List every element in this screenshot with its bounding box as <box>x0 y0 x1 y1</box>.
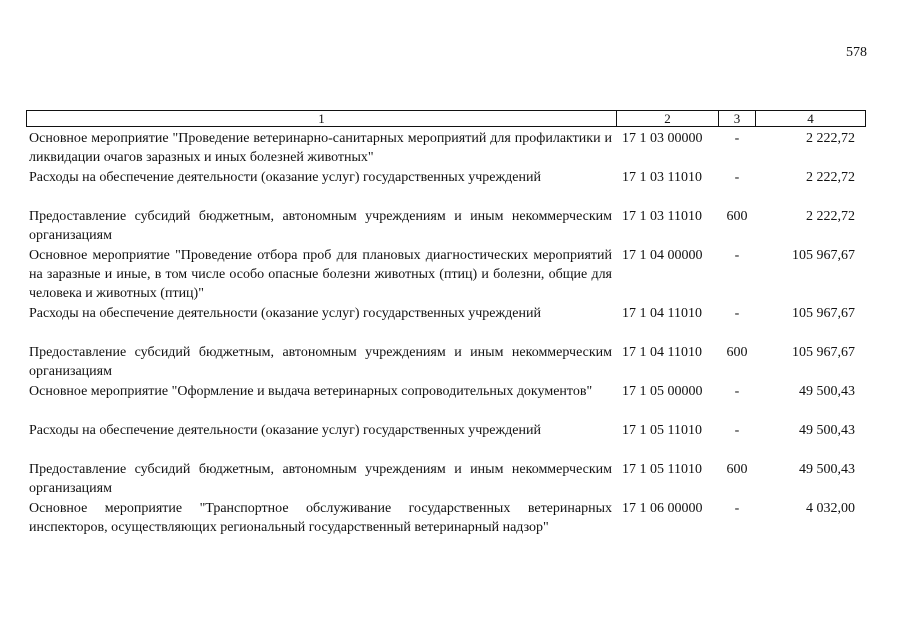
row-code: 17 1 05 11010 <box>622 462 702 477</box>
row-code: 17 1 06 00000 <box>622 501 703 516</box>
row-amount: 105 967,67 <box>792 345 855 360</box>
row-description: Основное мероприятие "Проведение ветеринарно-санитарных мероприятий для профилактики и ликвидации очагов заразных и иных болезней животных" <box>29 131 612 165</box>
row-type: - <box>734 248 740 263</box>
row-amount: 2 222,72 <box>806 170 855 185</box>
row-type: - <box>734 306 740 321</box>
row-code: 17 1 03 11010 <box>622 209 702 224</box>
column-header-1: 1 <box>26 110 617 127</box>
row-amount: 49 500,43 <box>799 384 855 399</box>
row-type: 600 <box>726 345 748 360</box>
row-description: Основное мероприятие "Транспортное обслуживание государственных ветеринарных инспекторов, осуществляющих региональный государственный ветеринарный надзор" <box>29 501 612 535</box>
row-code: 17 1 03 00000 <box>622 131 703 146</box>
row-description: Предоставление субсидий бюджетным, автономным учреждениям и иным некоммерческим организациям <box>29 462 612 496</box>
row-amount: 2 222,72 <box>806 209 855 224</box>
row-type: - <box>734 131 740 146</box>
row-code: 17 1 04 11010 <box>622 306 702 321</box>
row-type: - <box>734 501 740 516</box>
row-code: 17 1 05 00000 <box>622 384 703 399</box>
page-number: 578 <box>846 45 867 60</box>
row-code: 17 1 04 11010 <box>622 345 702 360</box>
row-description: Расходы на обеспечение деятельности (оказание услуг) государственных учреждений <box>29 170 541 185</box>
row-description: Предоставление субсидий бюджетным, автономным учреждениям и иным некоммерческим организациям <box>29 345 612 379</box>
row-amount: 105 967,67 <box>792 248 855 263</box>
row-amount: 2 222,72 <box>806 131 855 146</box>
row-code: 17 1 04 00000 <box>622 248 703 263</box>
row-type: - <box>734 170 740 185</box>
row-amount: 4 032,00 <box>806 501 855 516</box>
row-type: - <box>734 423 740 438</box>
row-type: 600 <box>726 462 748 477</box>
row-type: - <box>734 384 740 399</box>
row-description: Предоставление субсидий бюджетным, автономным учреждениям и иным некоммерческим организациям <box>29 209 612 243</box>
row-amount: 49 500,43 <box>799 423 855 438</box>
row-description: Основное мероприятие "Оформление и выдача ветеринарных сопроводительных документов" <box>29 384 593 399</box>
row-amount: 49 500,43 <box>799 462 855 477</box>
row-code: 17 1 05 11010 <box>622 423 702 438</box>
column-header-2: 2 <box>616 110 719 127</box>
row-description: Расходы на обеспечение деятельности (оказание услуг) государственных учреждений <box>29 423 541 438</box>
column-header-4: 4 <box>755 110 866 127</box>
row-type: 600 <box>726 209 748 224</box>
column-header-3: 3 <box>718 110 756 127</box>
row-code: 17 1 03 11010 <box>622 170 702 185</box>
row-description: Основное мероприятие "Проведение отбора проб для плановых диагностических мероприятий на заразные и иные, в том числе особо опасные болезни животных (птиц) и болезни, общие для человека и животных (птиц)" <box>29 248 612 301</box>
row-description: Расходы на обеспечение деятельности (оказание услуг) государственных учреждений <box>29 306 541 321</box>
row-amount: 105 967,67 <box>792 306 855 321</box>
